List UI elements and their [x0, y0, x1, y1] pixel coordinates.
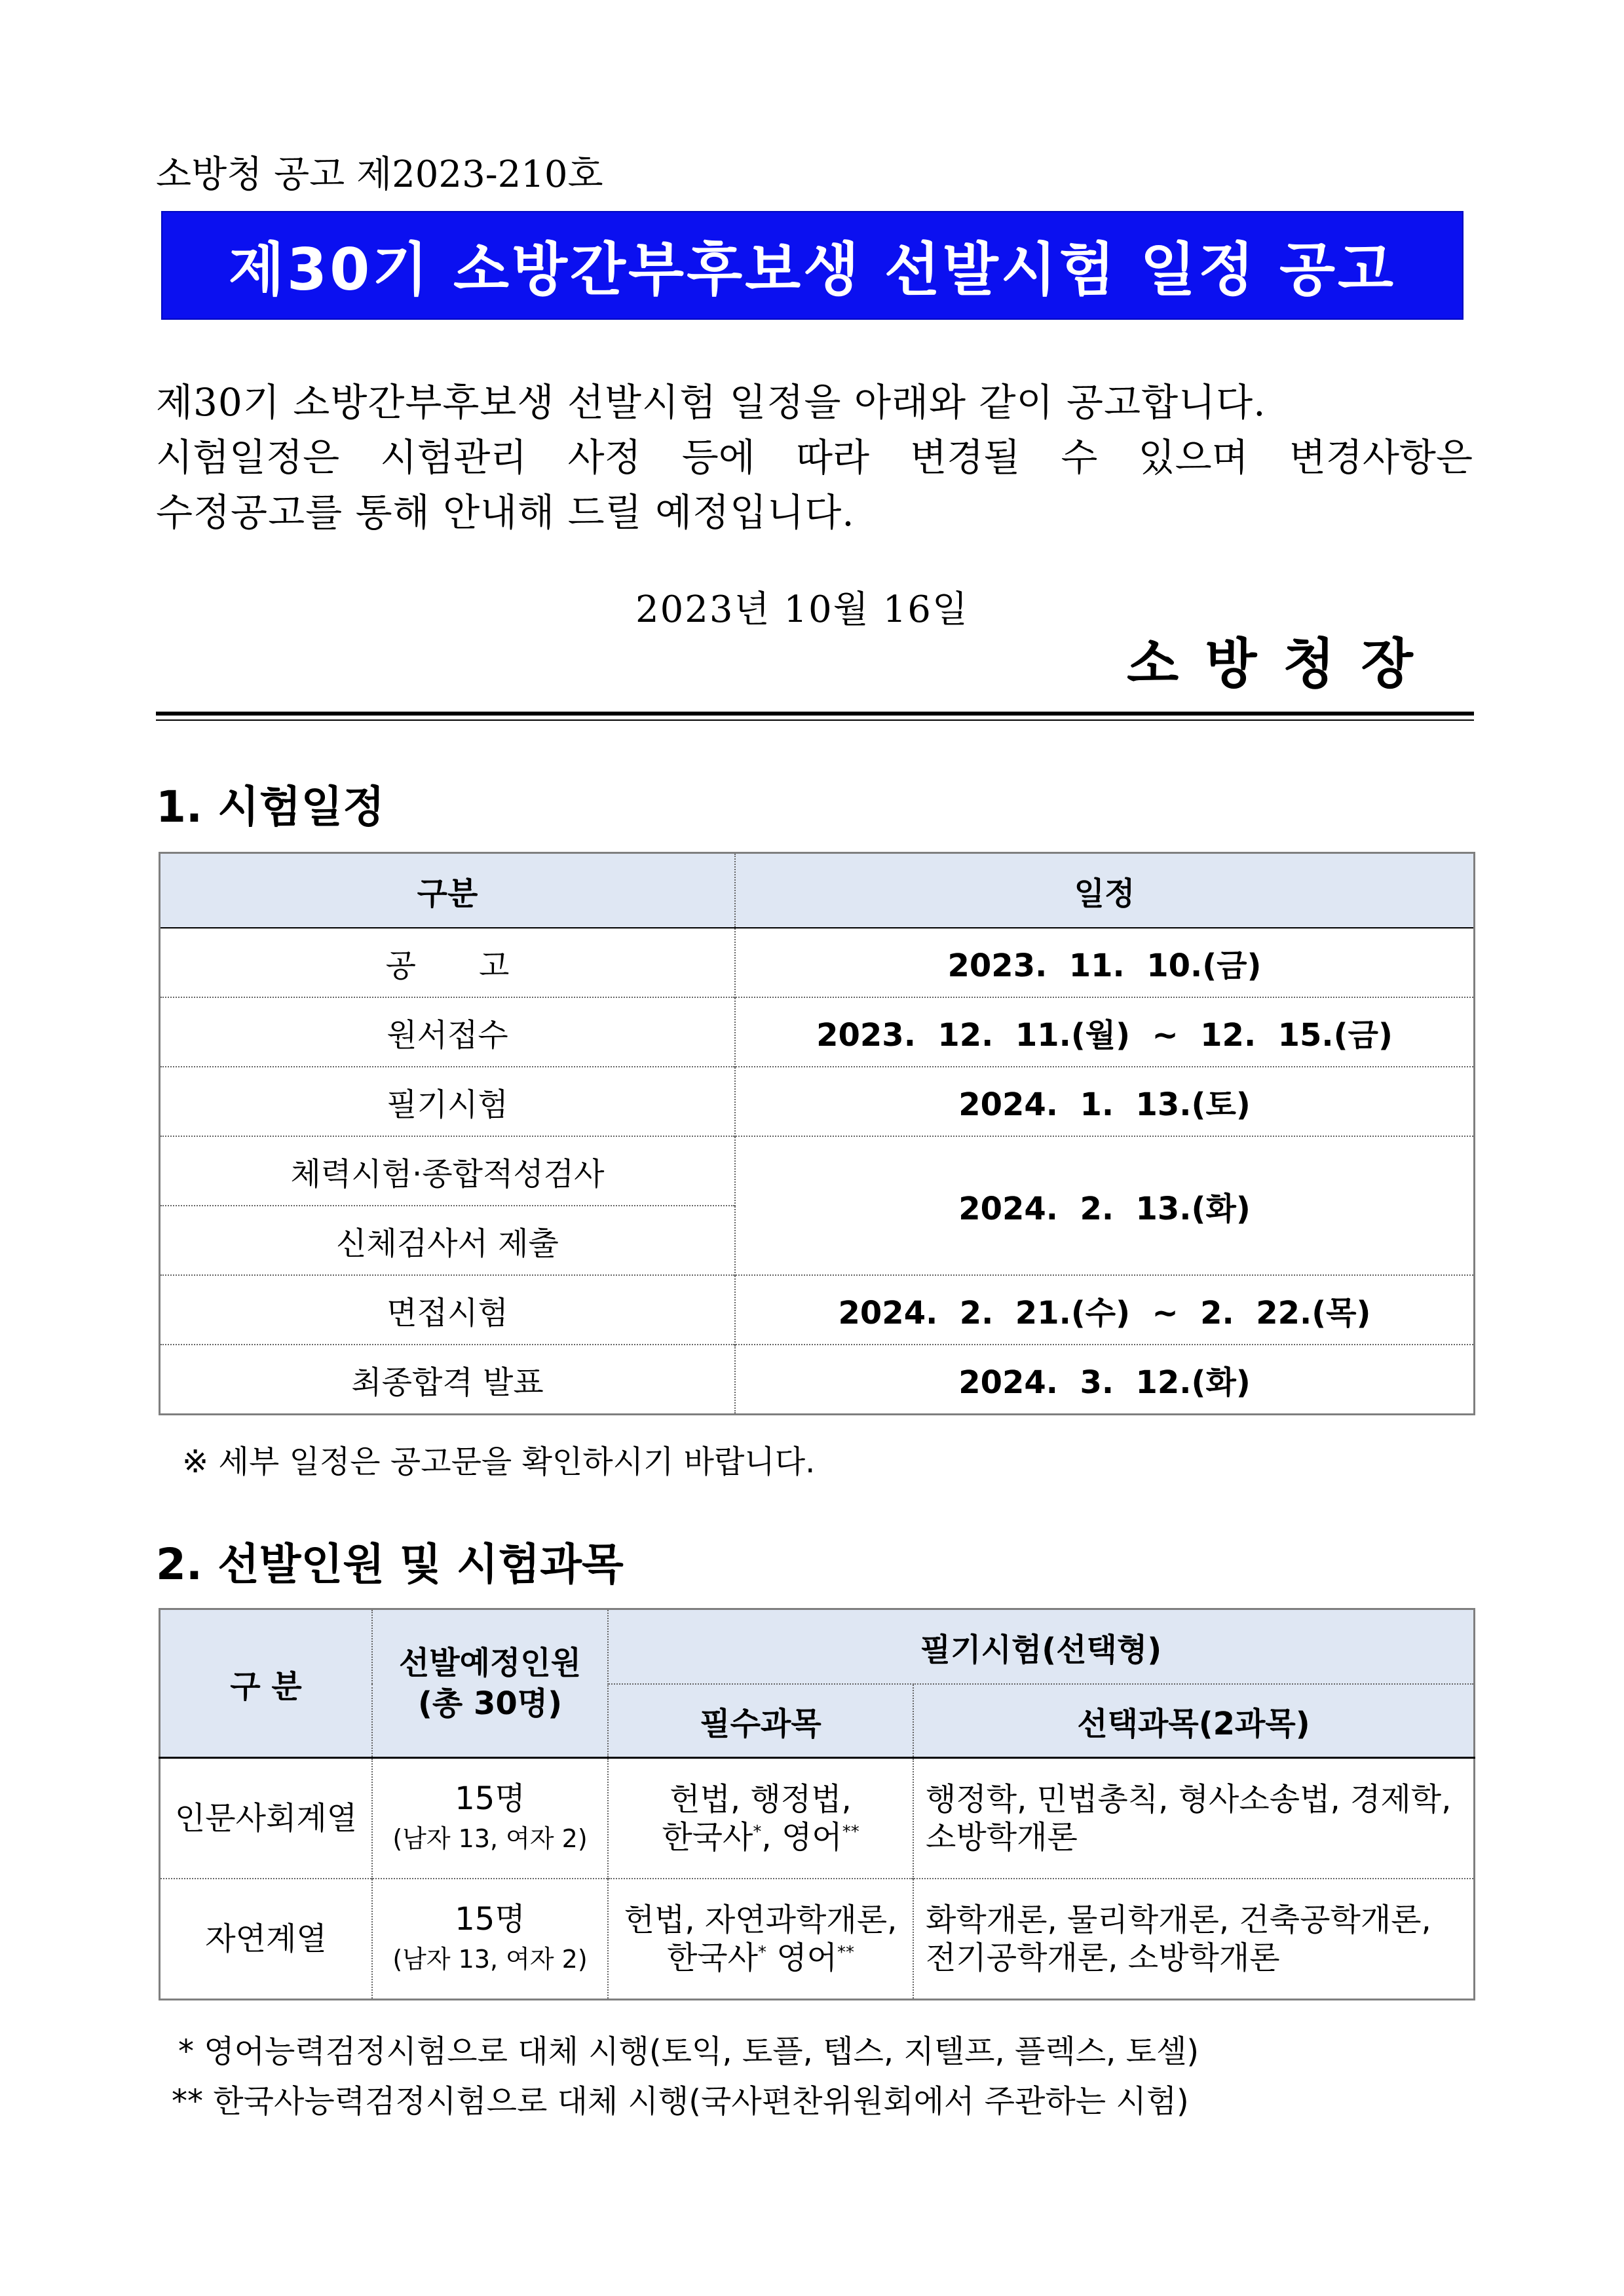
table-row: [160, 1136, 1475, 1206]
required-subjects-cell: 헌법, 행정법, 한국사*, 영어**: [608, 1758, 913, 1879]
table-header-row: [160, 853, 1475, 928]
category-header: 구 분: [160, 1609, 373, 1758]
required-line-1: 헌법, 자연과학개론,: [624, 1902, 897, 1938]
required-line-2a: 한국사: [662, 1819, 753, 1856]
title-banner: [161, 211, 1463, 320]
quota-count: 15명: [455, 1780, 525, 1817]
category-cell: 인문사회계열: [160, 1758, 373, 1879]
quota-header-line-2: (총 30명): [417, 1685, 563, 1722]
required-line-2b: , 영어: [761, 1819, 842, 1856]
schedule-date: 2024. 1. 13.(토): [735, 1067, 1475, 1136]
signer: 소방청장: [1127, 632, 1439, 695]
notice-number: 소방청 공고 제2023-210호: [156, 153, 603, 196]
schedule-label: 체력시험·종합적성검사: [160, 1136, 736, 1206]
table-row: [160, 1345, 1475, 1415]
page-title: 제30기 소방간부후보생 선발시험 일정 공고: [228, 236, 1397, 303]
elective-line-2: 전기공학개론, 소방학개론: [926, 1940, 1280, 1976]
table-row: [160, 928, 1475, 997]
elective-subjects-cell: [913, 1879, 1475, 2000]
schedule-label: 원서접수: [160, 997, 736, 1067]
divider-thin: [156, 719, 1474, 721]
quota-header: [372, 1609, 608, 1758]
required-line-1: 헌법, 행정법,: [670, 1781, 852, 1818]
section-2-heading: 2. 선발인원 및 시험과목: [156, 1539, 624, 1590]
elective-line-1: 행정학, 민법총칙, 형사소송법, 경제학,: [926, 1781, 1452, 1818]
intro-line-2: 시험일정은 시험관리 사정 등에 따라 변경될 수 있으며 변경사항은: [156, 435, 1473, 480]
quota-count: 15명: [455, 1900, 525, 1938]
intro-line-1: 제30기 소방간부후보생 선발시험 일정을 아래와 같이 공고합니다.: [156, 380, 1266, 425]
subjects-table: [159, 1608, 1475, 2000]
table-header-row: [160, 1609, 1475, 1685]
schedule-date: 2024. 2. 13.(화): [735, 1136, 1475, 1275]
required-subjects-header: 필수과목: [608, 1684, 913, 1758]
quota-cell: [372, 1758, 608, 1879]
schedule-label: 최종합격 발표: [160, 1345, 736, 1415]
required-subjects-cell: 헌법, 자연과학개론, 한국사* 영어**: [608, 1879, 913, 2000]
elective-line-1: 화학개론, 물리학개론, 건축공학개론,: [926, 1902, 1431, 1938]
notice-date: 2023년 10월 16일: [635, 588, 969, 631]
quota-header-line-1: 선발예정인원: [398, 1645, 582, 1681]
column-header: 구분: [160, 853, 736, 928]
table-row: [160, 1879, 1475, 2000]
table-row: [160, 1275, 1475, 1345]
elective-subjects-cell: [913, 1758, 1475, 1879]
schedule-date: 2024. 2. 21.(수) ~ 2. 22.(목): [735, 1275, 1475, 1345]
schedule-date: 2024. 3. 12.(화): [735, 1345, 1475, 1415]
schedule-note: ※ 세부 일정은 공고문을 확인하시기 바랍니다.: [182, 1444, 816, 1480]
required-line-2b: 영어: [766, 1940, 838, 1976]
schedule-label: 공 고: [160, 928, 736, 997]
schedule-date: 2023. 12. 11.(월) ~ 12. 15.(금): [735, 997, 1475, 1067]
written-exam-header: 필기시험(선택형): [608, 1609, 1475, 1685]
divider-thick: [156, 712, 1474, 716]
required-line-2a: 한국사: [666, 1940, 759, 1976]
schedule-label: 신체검사서 제출: [160, 1206, 736, 1275]
section-1-heading: 1. 시험일정: [156, 782, 385, 832]
elective-line-2: 소방학개론: [926, 1819, 1078, 1856]
elective-subjects-header: 선택과목(2과목): [913, 1684, 1475, 1758]
table-row: [160, 1067, 1475, 1136]
category-cell: 자연계열: [160, 1879, 373, 2000]
footnote-2: ** 한국사능력검정시험으로 대체 시행(국사편찬위원회에서 주관하는 시험): [172, 2083, 1189, 2120]
table-row: [160, 997, 1475, 1067]
intro-paragraph: [156, 375, 1473, 540]
schedule-label: 면접시험: [160, 1275, 736, 1345]
quota-detail: (남자 13, 여자 2): [392, 1824, 588, 1853]
quota-detail: (남자 13, 여자 2): [392, 1944, 588, 1974]
quota-cell: [372, 1879, 608, 2000]
table-row: [160, 1758, 1475, 1879]
schedule-label: 필기시험: [160, 1067, 736, 1136]
schedule-table: [159, 852, 1475, 1415]
schedule-date: 2023. 11. 10.(금): [735, 928, 1475, 997]
footnote-1: * 영어능력검정시험으로 대체 시행(토익, 토플, 텝스, 지텔프, 플렉스, 토셀): [178, 2033, 1199, 2070]
intro-line-3: 수정공고를 통해 안내해 드릴 예정입니다.: [156, 490, 855, 535]
column-header: 일정: [735, 853, 1475, 928]
